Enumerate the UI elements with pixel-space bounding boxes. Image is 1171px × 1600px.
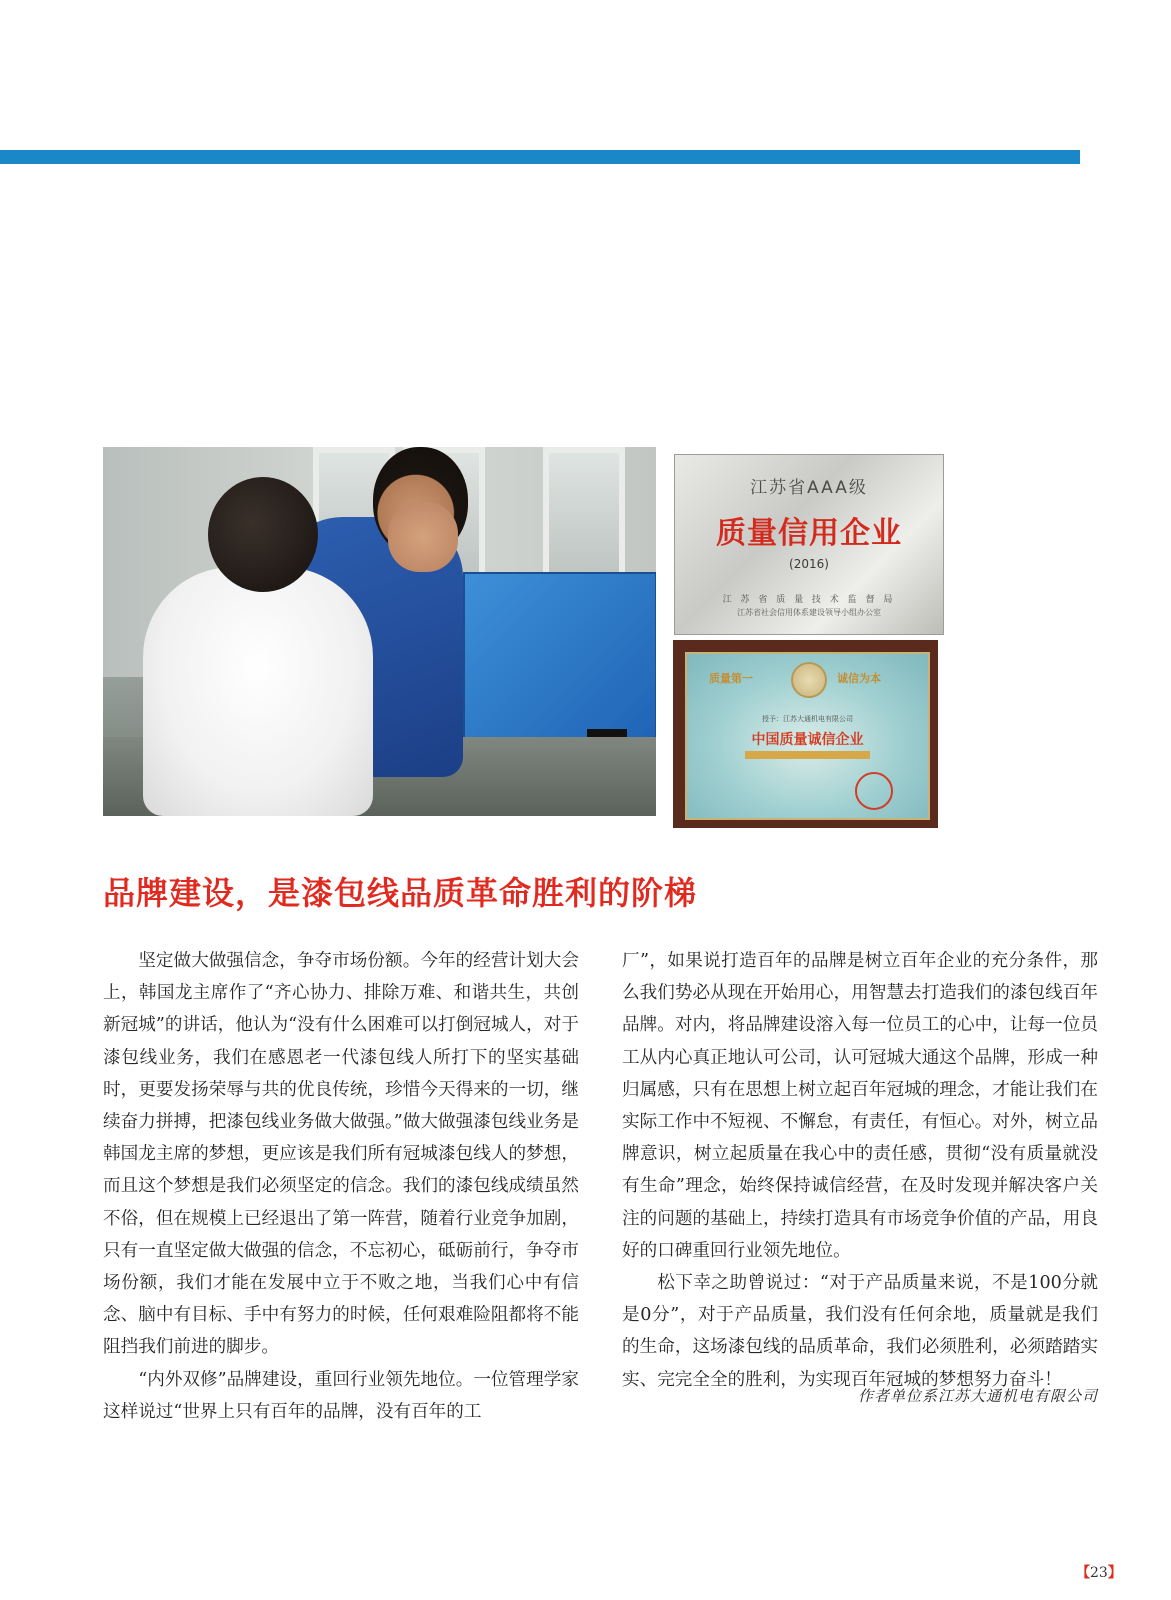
paragraph: 松下幸之助曾说过：“对于产品质量来说，不是100分就是0分”，对于产品质量，我们没有任何余地，质量就是我们的生命，这场漆包线的品质革命，我们必须胜利，必须踏踏实实、完完全全的胜利，为实现百年冠城的梦想努力奋斗！	[622, 1273, 1098, 1390]
certificate-title: 中国质量诚信企业	[751, 732, 864, 748]
certificate-slogan-left: 质量第一	[709, 672, 753, 685]
certificate-panel	[685, 652, 930, 820]
worker-head	[208, 477, 318, 592]
author-affiliation: 作者单位系江苏大通机电有限公司	[857, 1387, 1098, 1405]
worker-in-white-shirt	[143, 567, 373, 816]
paragraph: “内外双修”品牌建设，重回行业领先地位。一位管理学家这样说过“世界上只有百年的品牌，没有百年的工	[103, 1369, 579, 1422]
aaa-quality-credit-plaque	[674, 454, 944, 635]
article-headline: 品牌建设，是漆包线品质革命胜利的阶梯	[103, 874, 698, 912]
worker-face	[388, 502, 458, 572]
plaque-year: (2016)	[789, 557, 829, 571]
page-number	[1076, 1562, 1122, 1582]
plaque-issuer: 江 苏 省 质 量 技 术 监 督 局	[722, 595, 896, 605]
seal-icon	[855, 772, 893, 810]
certificate-subtitle-band	[745, 751, 870, 759]
workers-at-machine-photo	[103, 447, 656, 816]
certificate-slogan-right: 诚信为本	[837, 672, 881, 685]
page-number-value: 23	[1090, 1565, 1108, 1581]
certificate-recipient: 授予：江苏大通机电有限公司	[762, 715, 853, 723]
plaque-issuer-secondary: 江苏省社会信用体系建设领导小组办公室	[737, 608, 881, 617]
bracket-close: 】	[1107, 1565, 1122, 1581]
plaque-heading: 江苏省AAA级	[750, 478, 868, 498]
quality-integrity-certificate	[673, 640, 938, 828]
left-column	[103, 945, 579, 1428]
paragraph: 厂”，如果说打造百年的品牌是树立百年企业的充分条件，那么我们势必从现在开始用心，用智慧去打造我们的漆包线百年品牌。对内，将品牌建设溶入每一位员工的心中，让每一位员工从内心真正地认可公司，认可冠城大通这个品牌，形成一种归属感，只有在思想上树立起百年冠城的理念，才能让我们在实际工作中不短视、不懈怠，有责任，有恒心。对外，树立品牌意识，树立起质量在我心中的责任感，贯彻“没有质量就没有生命”理念，始终保持诚信经营，在及时发现并解决客户关注的问题的基础上，持续打造具有市场竞争价值的产品，用良好的口碑重回行业领先地位。	[622, 951, 1098, 1261]
paragraph: 坚定做大做强信念，争夺市场份额。今年的经营计划大会上，韩国龙主席作了“齐心协力、排除万难、和谐共生，共创新冠城”的讲话，他认为“没有什么困难可以打倒冠城人，对于漆包线业务，我们在感恩老一代漆包线人所打下的坚实基础时，更要发扬荣辱与共的优良传统，珍惜今天得来的一切，继续奋力拼搏，把漆包线业务做大做强。”做大做强漆包线业务是韩国龙主席的梦想，更应该是我们所有冠城漆包线人的梦想，而且这个梦想是我们必须坚定的信念。我们的漆包线成绩虽然不俗，但在规模上已经退出了第一阵营，随着行业竞争加剧，只有一直坚定做大做强的信念，不忘初心，砥砺前行，争夺市场份额，我们才能在发展中立于不败之地，当我们心中有信念、脑中有目标、手中有努力的时候，任何艰难险阻都将不能阻挡我们前进的脚步。	[103, 951, 579, 1358]
right-column	[622, 945, 1098, 1396]
top-accent-bar	[0, 150, 1080, 164]
emblem-icon	[791, 662, 827, 698]
bracket-open: 【	[1076, 1565, 1090, 1581]
blue-machine-cabinet	[463, 572, 656, 751]
plaque-title: 质量信用企业	[716, 516, 902, 551]
